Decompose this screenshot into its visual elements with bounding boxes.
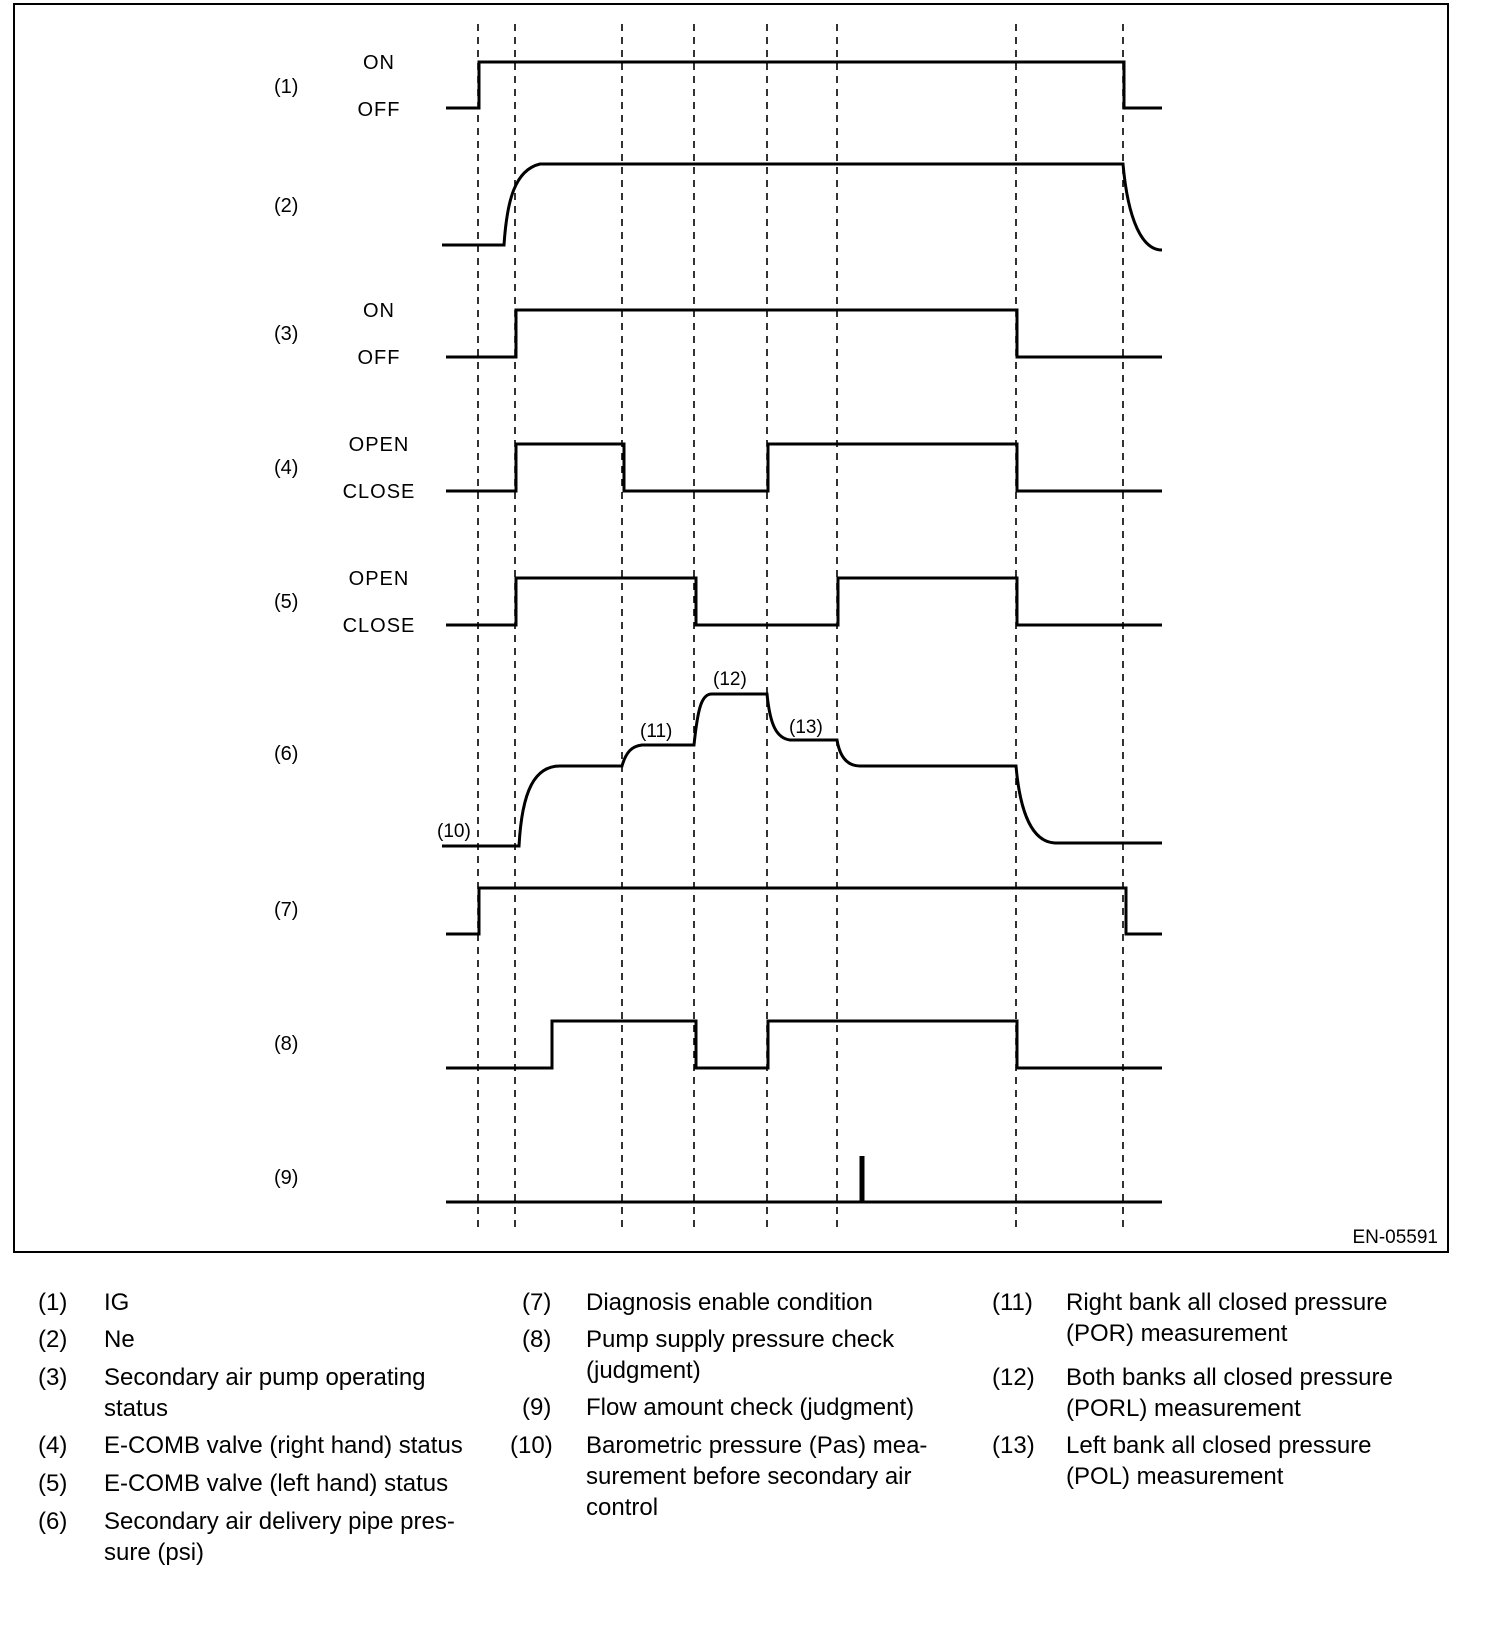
row-num-2: (2) <box>274 195 299 217</box>
legend-text: E-COMB valve (left hand) status <box>104 1470 449 1497</box>
waveform-5-ecomb-left <box>446 578 1162 625</box>
legend-text <box>104 1362 426 1424</box>
legend-num: (2) <box>38 1326 68 1353</box>
legend-num: (12) <box>992 1364 1035 1391</box>
legend-num: (8) <box>522 1326 552 1353</box>
state-label-4-close: CLOSE <box>342 481 416 503</box>
waveform-4-ecomb-right <box>446 444 1162 491</box>
waveform-3-pump-status <box>446 310 1162 357</box>
legend-text: E-COMB valve (right hand) status <box>104 1432 463 1459</box>
inline-label-12: (12) <box>713 669 747 690</box>
legend-line: Secondary air pump operating <box>104 1364 426 1391</box>
row-num-3: (3) <box>274 323 299 345</box>
inline-label-13: (13) <box>789 717 823 738</box>
legend-line: surement before secondary air <box>586 1463 912 1490</box>
legend-num: (4) <box>38 1432 68 1459</box>
legend-num: (3) <box>38 1364 68 1391</box>
legend-num: (11) <box>992 1289 1033 1316</box>
legend-text: Flow amount check (judgment) <box>586 1394 915 1421</box>
legend-text <box>586 1324 894 1386</box>
legend-num: (9) <box>522 1394 552 1421</box>
inline-label-11: (11) <box>640 721 673 742</box>
waveform-7-enable <box>446 888 1162 934</box>
legend-num: (10) <box>510 1432 553 1459</box>
row-numbers <box>274 76 298 1189</box>
state-labels <box>343 52 416 637</box>
legend-line: Pump supply pressure check <box>586 1326 895 1353</box>
legend-text <box>104 1506 455 1568</box>
legend-line: (judgment) <box>586 1357 701 1384</box>
row-num-5: (5) <box>274 591 299 613</box>
inline-label-10: (10) <box>437 821 471 842</box>
legend-num: (5) <box>38 1470 68 1497</box>
waveform-2-ne <box>442 164 1162 250</box>
legend-text <box>1066 1287 1388 1349</box>
legend-num: (6) <box>38 1508 68 1535</box>
figure-code: EN-05591 <box>1352 1227 1438 1248</box>
state-label-3-on: ON <box>363 300 395 322</box>
legend-line: control <box>586 1494 659 1521</box>
row-num-9: (9) <box>274 1167 299 1189</box>
legend-line: sure (psi) <box>104 1539 205 1566</box>
row-num-1: (1) <box>274 76 299 98</box>
legend-text <box>1066 1362 1393 1424</box>
time-guides <box>478 24 1123 1232</box>
legend-text: Diagnosis enable condition <box>586 1289 873 1316</box>
legend-text <box>1066 1430 1372 1492</box>
row-num-7: (7) <box>274 899 299 921</box>
state-label-5-close: CLOSE <box>342 615 416 637</box>
waveform-1-ig <box>446 62 1162 108</box>
figure-frame <box>14 4 1448 1252</box>
legend-line: Right bank all closed pressure <box>1066 1289 1388 1316</box>
row-num-6: (6) <box>274 743 299 765</box>
legend-text <box>586 1430 927 1523</box>
legend-text: Ne <box>104 1326 135 1353</box>
state-label-4-open: OPEN <box>348 434 410 456</box>
legend-line: Both banks all closed pressure <box>1066 1364 1393 1391</box>
legend-line: Barometric pressure (Pas) mea- <box>586 1432 928 1459</box>
legend-line: (PORL) measurement <box>1066 1395 1301 1422</box>
waveforms <box>442 62 1162 1202</box>
state-label-5-open: OPEN <box>348 568 410 590</box>
legend-line: status <box>104 1395 169 1422</box>
legend-line: Left bank all closed pressure <box>1066 1432 1372 1459</box>
legend-num: (13) <box>992 1432 1035 1459</box>
waveform-8-pump-check <box>446 1021 1162 1068</box>
state-label-3-off: OFF <box>357 347 401 369</box>
legend-num: (1) <box>38 1289 68 1316</box>
legend-text: IG <box>104 1289 130 1316</box>
row-num-8: (8) <box>274 1033 299 1055</box>
legend-num: (7) <box>522 1289 552 1316</box>
state-label-1-off: OFF <box>357 99 401 121</box>
row-num-4: (4) <box>274 457 299 479</box>
legend-line: Secondary air delivery pipe pres- <box>104 1508 455 1535</box>
legend-line: (POL) measurement <box>1066 1463 1284 1490</box>
legend-line: (POR) measurement <box>1066 1320 1288 1347</box>
state-label-1-on: ON <box>363 52 395 74</box>
